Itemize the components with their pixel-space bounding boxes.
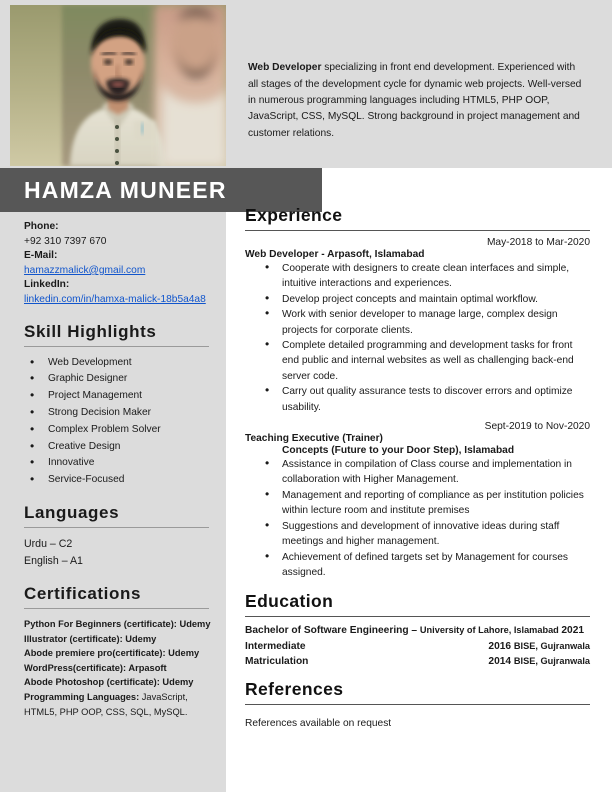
list-item: • Carry out quality assurance tests to discover errors and optimize usability. — [245, 384, 590, 415]
education-degree: Matriculation — [245, 656, 309, 668]
phone-value: +92 310 7397 670 — [24, 235, 107, 247]
list-item: • Project Management — [24, 388, 214, 405]
list-item: • Innovative — [24, 455, 214, 472]
skills-divider — [24, 346, 209, 347]
main-column — [245, 205, 590, 731]
programming-languages-line — [24, 690, 214, 705]
list-item: • Suggestions and development of innovative ideas during staff meetings and higher management. — [245, 519, 590, 550]
profile-photo — [10, 5, 226, 166]
profile-summary — [248, 60, 584, 142]
education-year-board — [488, 654, 590, 669]
candidate-name: HAMZA MUNEER — [24, 176, 227, 203]
education-year-board — [488, 639, 590, 654]
education-degree — [245, 623, 584, 638]
list-item: WordPress(certificate): Arpasoft — [24, 662, 167, 673]
education-divider — [245, 616, 590, 617]
skills-heading: Skill Highlights — [24, 321, 157, 341]
portrait-illustration — [10, 5, 226, 166]
list-item: Urdu – C2 — [24, 537, 73, 550]
list-item: • Web Development — [24, 355, 214, 372]
sidebar — [0, 212, 226, 792]
experience-divider — [245, 230, 590, 231]
list-item: • Achievement of defined targets set by Management for courses assigned. — [245, 550, 590, 581]
languages-heading: Languages — [24, 502, 120, 522]
job-duties — [245, 261, 590, 415]
linkedin-link[interactable]: linkedin.com/in/hamxa-malick-18b5a4a8 — [24, 293, 206, 305]
job-date: May-2018 to Mar-2020 — [486, 237, 590, 248]
references-heading: References — [245, 678, 344, 699]
list-item: • Management and reporting of compliance as per institution policies within lecture room and institute premises — [245, 488, 590, 519]
education-year: 2016 — [488, 640, 514, 652]
list-item: • Complex Problem Solver — [24, 422, 214, 439]
references-divider — [245, 704, 590, 705]
education-row — [245, 654, 590, 669]
phone-label: Phone: — [24, 221, 59, 232]
certifications-heading: Certifications — [24, 583, 142, 603]
email-label: E-Mail: — [24, 250, 58, 262]
skills-list — [24, 355, 214, 489]
education-heading: Education — [245, 591, 334, 612]
list-item: • Assistance in compilation of Class course and implementation in collaboration with Higher Management. — [245, 457, 590, 488]
education-year: 2014 — [488, 656, 514, 668]
education-board: BISE, Gujranwala — [513, 656, 590, 667]
certifications-divider — [24, 608, 209, 609]
job-duties — [245, 457, 590, 580]
list-item: • Develop project concepts and maintain optimal workflow. — [245, 292, 590, 307]
list-item: • Cooperate with designers to create clean interfaces and simple, intuitive interactions and experiences. — [245, 261, 590, 292]
list-item: • Service-Focused — [24, 472, 214, 489]
experience-entry — [245, 237, 590, 415]
list-item: • Strong Decision Maker — [24, 405, 214, 422]
references-text: References available on request — [245, 717, 392, 729]
programming-languages-value2: HTML5, PHP OOP, CSS, SQL, MySQL. — [24, 706, 188, 717]
education-institution: University of Lahore, Islamabad — [419, 625, 562, 636]
education-row — [245, 639, 590, 654]
list-item: Abode Photoshop (certificate): Udemy — [24, 677, 194, 688]
education-degree: Intermediate — [245, 640, 306, 652]
education-board: BISE, Gujranwala — [513, 640, 590, 651]
list-item: • Creative Design — [24, 439, 214, 456]
spacer — [245, 582, 590, 591]
summary-rest: specializing in front end development. Experienced with all stages of the development cycle for dynamic web projects. Well-versed in numerous programming languages including HTML5, PHP OOP, JavaScript, CSS, MySQL. Strong background in project management and customer relations. — [248, 62, 582, 139]
linkedin-label: LinkedIn: — [24, 279, 70, 291]
job-date: Sept-2019 to Nov-2020 — [484, 421, 590, 433]
job-title: Web Developer - Arpasoft, Islamabad — [245, 249, 425, 260]
education-year: 2021 — [561, 625, 585, 637]
list-item: Illustrator (certificate): Udemy — [24, 633, 157, 644]
list-item: Abode premiere pro(certificate): Udemy — [24, 648, 200, 659]
job-title: Teaching Executive (Trainer) — [245, 433, 383, 445]
education-row — [245, 623, 590, 638]
programming-languages-value: JavaScript, — [139, 691, 188, 702]
email-link[interactable]: hamazzmalick@gmail.com — [24, 264, 146, 276]
experience-heading: Experience — [245, 205, 343, 225]
programming-languages-label: Programming Languages: — [24, 691, 140, 702]
experience-entry — [245, 421, 590, 580]
list-item: Python For Beginners (certificate): Udemy — [24, 618, 211, 629]
education-degree-main: Bachelor of Software Engineering – — [245, 625, 420, 637]
contact-block — [24, 220, 214, 308]
list-item: • Graphic Designer — [24, 371, 214, 388]
job-employer: Concepts (Future to your Door Step), Islamabad — [282, 445, 515, 457]
list-item: English – A1 — [24, 554, 83, 567]
spacer — [245, 670, 590, 679]
list-item: • Complete detailed programming and development tasks for front end public and internal websites as well as challenging back-end server code. — [245, 338, 590, 384]
list-item: • Work with senior developer to manage large, complex design projects for corporate clients. — [245, 307, 590, 338]
summary-lead: Web Developer — [248, 62, 322, 74]
languages-divider — [24, 527, 209, 528]
